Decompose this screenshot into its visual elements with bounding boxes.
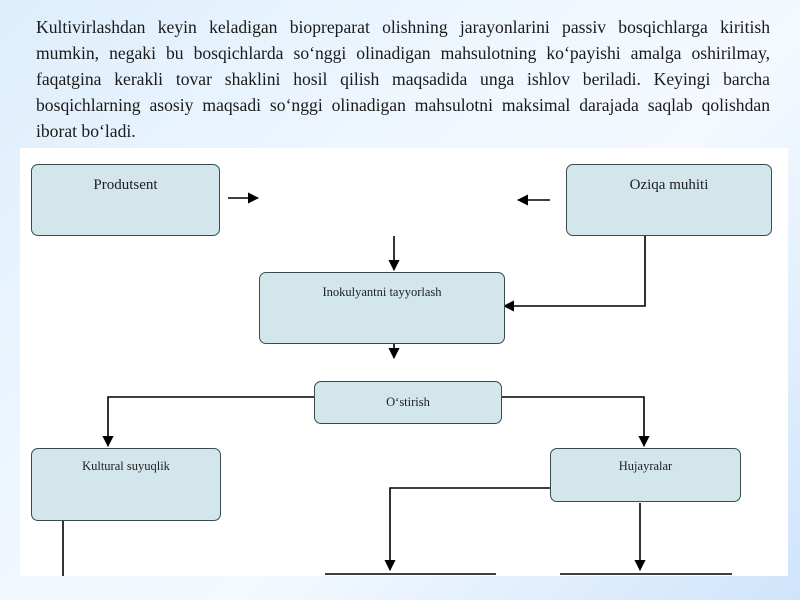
node-hujayralar: Hujayralar bbox=[550, 448, 741, 502]
flow-diagram bbox=[20, 148, 788, 576]
connector-oziqa-to-inokulyant bbox=[504, 236, 645, 306]
connector-ostirish-to-hujayralar bbox=[502, 397, 644, 446]
connector-ostirish-to-kultural bbox=[108, 397, 314, 446]
connector-hujayralar-left bbox=[390, 488, 550, 570]
body-paragraph: Kultivirlashdan keyin keladigan biopreparat olishning jarayonlarini passiv bosqichlarga kiritish mumkin, negaki bu bosqichlarda so‘nggi olinadigan mahsulotning ko‘payishi amalga oshirilmay, faqatgina kerakli tovar shaklini hosil qilish maqsadida unga ishlov beriladi. Keyingi barcha bosqichlarning asosiy maqsadi so‘nggi olinadigan mahsulotni maksimal darajada saqlab qolishdan iborat bo‘ladi. bbox=[36, 17, 770, 141]
node-oziqa-muhiti: Oziqa muhiti bbox=[566, 164, 772, 236]
node-kultural-suyuqlik: Kultural suyuqlik bbox=[31, 448, 221, 521]
node-ostirish: O‘stirish bbox=[314, 381, 502, 424]
node-produtsent: Produtsent bbox=[31, 164, 220, 236]
node-inokulyantni-tayyorlash: Inokulyantni tayyorlash bbox=[259, 272, 505, 344]
